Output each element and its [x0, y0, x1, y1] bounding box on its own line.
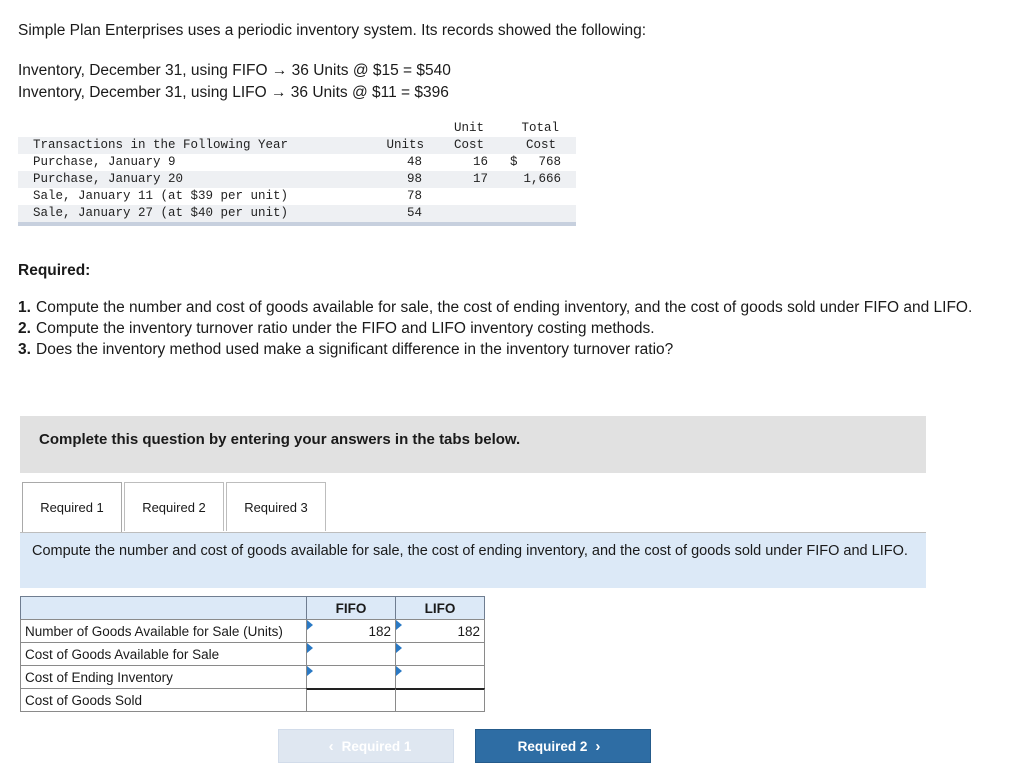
transaction-units: 54 [406, 206, 422, 220]
requirement-item [18, 298, 1013, 318]
tab-required-1[interactable]: Required 1 [22, 482, 122, 533]
lifo-units-available-input[interactable] [395, 619, 485, 643]
next-button-label: Required 2 [517, 739, 588, 754]
transaction-unit-cost: 16 [472, 155, 488, 169]
requirement-item [18, 319, 1013, 339]
input-marker-icon [396, 643, 402, 653]
requirement-text: Compute the number and cost of goods available for sale, the cost of ending inventory, and the cost of goods sold under FIFO and LIFO. [36, 299, 973, 316]
input-marker-icon [307, 620, 313, 630]
prev-required-1-button[interactable] [278, 729, 454, 763]
fifo-units-available-value: 182 [368, 624, 391, 639]
lifo-units-available-value: 182 [457, 624, 480, 639]
prev-button-label: Required 1 [341, 739, 412, 754]
table-row [18, 205, 576, 222]
requirements-list [18, 298, 1013, 361]
instruction-box [20, 533, 926, 588]
table-header-row-1 [18, 120, 576, 137]
table-row [18, 171, 576, 188]
transaction-desc: Sale, January 27 (at $40 per unit) [33, 206, 289, 220]
complete-prompt-box [20, 416, 926, 473]
transaction-desc: Purchase, January 20 [33, 172, 184, 186]
transactions-header: Transactions in the Following Year [33, 138, 289, 152]
transaction-desc: Purchase, January 9 [33, 155, 176, 169]
instruction-text: Compute the number and cost of goods available for sale, the cost of ending inventory, and the cost of goods sold under FIFO and LIFO. [32, 543, 908, 559]
units-header: Units [386, 138, 424, 152]
lifo-cogs-input[interactable] [395, 688, 485, 712]
total-cost-header-line2: Cost [525, 138, 556, 152]
unit-cost-header-line2: Cost [453, 138, 484, 152]
fifo-header: FIFO [306, 596, 396, 620]
requirement-number: 1. [18, 299, 31, 316]
unit-cost-header-line1: Unit [453, 121, 484, 135]
requirement-text: Does the inventory method used make a significant difference in the inventory turnover ratio? [36, 341, 674, 358]
chevron-right-icon: › [595, 738, 601, 755]
transaction-desc: Sale, January 11 (at $39 per unit) [33, 189, 289, 203]
transactions-table [18, 120, 576, 226]
table-row [18, 188, 576, 205]
transaction-total-cost: 768 [538, 155, 561, 169]
transaction-units: 48 [406, 155, 422, 169]
fifo-ending-inventory-input[interactable] [306, 665, 396, 689]
transaction-units: 98 [406, 172, 422, 186]
requirement-item [18, 340, 1013, 360]
requirement-number: 3. [18, 341, 31, 358]
input-marker-icon [307, 643, 313, 653]
inventory-fifo-line: Inventory, December 31, using FIFO → 36 Units @ $15 = $540 [18, 62, 451, 79]
tab-required-2[interactable]: Required 2 [124, 482, 224, 531]
fifo-cost-available-input[interactable] [306, 642, 396, 666]
required-heading: Required: [18, 262, 91, 279]
answer-row-label: Cost of Ending Inventory [20, 665, 307, 689]
intro-text: Simple Plan Enterprises uses a periodic inventory system. Its records showed the following: [18, 22, 647, 39]
next-required-2-button[interactable] [475, 729, 651, 763]
complete-prompt-text: Complete this question by entering your answers in the tabs below. [39, 431, 521, 448]
chevron-left-icon: ‹ [328, 738, 334, 755]
answer-header-blank [20, 596, 307, 620]
input-marker-icon [307, 666, 313, 676]
fifo-units-available-input[interactable] [306, 619, 396, 643]
inventory-lifo-line: Inventory, December 31, using LIFO → 36 Units @ $11 = $396 [18, 84, 449, 101]
requirement-text: Compute the inventory turnover ratio under the FIFO and LIFO inventory costing methods. [36, 320, 655, 337]
total-cost-header-line1: Total [521, 121, 559, 135]
transaction-total-cost: 1,666 [523, 172, 561, 186]
transaction-unit-cost: 17 [472, 172, 488, 186]
transaction-dollar-sign: $ [510, 155, 518, 169]
lifo-ending-inventory-input[interactable] [395, 665, 485, 689]
table-header-row-2 [18, 137, 576, 154]
answer-row-label: Cost of Goods Available for Sale [20, 642, 307, 666]
fifo-cogs-input[interactable] [306, 688, 396, 712]
transaction-units: 78 [406, 189, 422, 203]
lifo-cost-available-input[interactable] [395, 642, 485, 666]
tab-required-3[interactable]: Required 3 [226, 482, 326, 531]
table-row [18, 154, 576, 171]
input-marker-icon [396, 666, 402, 676]
answer-row-label: Cost of Goods Sold [20, 688, 307, 712]
input-marker-icon [396, 620, 402, 630]
lifo-header: LIFO [395, 596, 485, 620]
answer-row-label: Number of Goods Available for Sale (Units) [20, 619, 307, 643]
requirement-number: 2. [18, 320, 31, 337]
